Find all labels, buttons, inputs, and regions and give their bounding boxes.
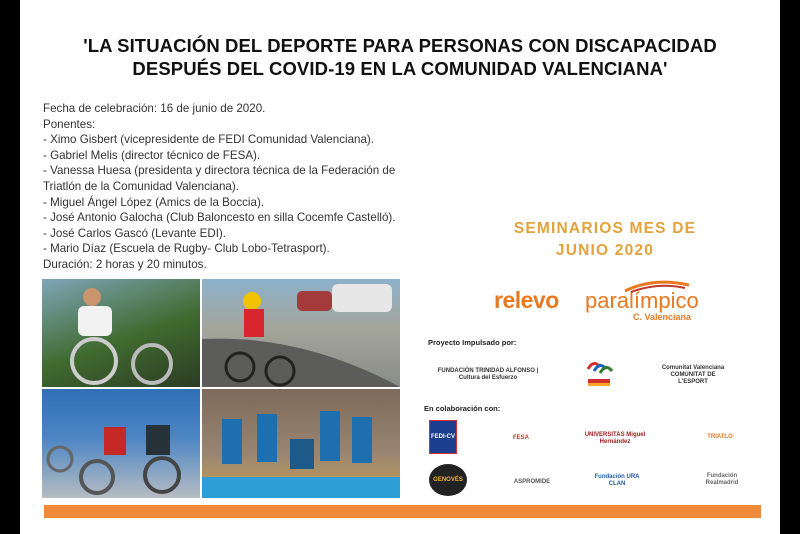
wheelchair-basketball-photo: [42, 389, 200, 498]
speaker-item: - Mario Díaz (Escuela de Rugby- Club Lobo-Tetrasport).: [43, 242, 330, 256]
title-line-2: DESPUÉS DEL COVID-19 EN LA COMUNIDAD VALENCIANA': [132, 58, 668, 79]
fedi-cv-logo: FEDI-CV: [429, 420, 457, 454]
speaker-item: - José Antonio Galocha (Club Baloncesto en silla Cocemfe Castelló).: [43, 211, 396, 225]
paralympic-agitos-icon: [578, 357, 618, 391]
speaker-item: - Miguel Ángel López (Amics de la Boccia).: [43, 195, 265, 209]
title-line-1: 'LA SITUACIÓN DEL DEPORTE PARA PERSONAS CON DISCAPACIDAD: [83, 35, 717, 56]
aspromide-logo: ASPROMIDE: [513, 478, 551, 485]
fesa-logo: FESA: [512, 434, 529, 441]
speaker-item: - José Carlos Gascó (Levante EDI).: [43, 226, 226, 240]
poster: [20, 0, 780, 534]
comite-paralimpico-logo: [578, 357, 618, 391]
brand-part-2: paralímpico: [585, 288, 699, 313]
brand-part-1: relevo: [494, 287, 559, 313]
universitas-mh-logo: UNIVERSITAS Miguel Hernández: [584, 432, 646, 445]
speaker-item: - Gabriel Melis (director técnico de FESA).: [43, 148, 261, 162]
relevo-paralimpico-logo: [488, 279, 738, 325]
speakers-label: Ponentes:: [43, 117, 96, 131]
event-duration: Duración: 2 horas y 20 minutos.: [43, 257, 207, 271]
comunitat-esport-logo: Comunitat Valenciana COMUNITAT DE L'ESPORT: [661, 364, 725, 385]
speaker-item: - Ximo Gisbert (vicepresidente de FEDI Comunidad Valenciana).: [43, 133, 374, 147]
promoted-label: Proyecto Impulsado por:: [428, 338, 517, 347]
event-info: [43, 101, 433, 273]
triatlo-logo: TRIATLO: [707, 433, 733, 440]
photo-collage: [42, 279, 402, 498]
brand-region: C. Valenciana: [633, 312, 692, 322]
event-date: Fecha de celebración: 16 de junio de 2020.: [43, 102, 266, 115]
collab-label: En colaboración con:: [424, 404, 501, 413]
seminar-line-1: SEMINARIOS MES DE: [513, 220, 697, 237]
genoves-logo: GENOVÉS: [429, 464, 467, 496]
triathlon-photo: [202, 389, 400, 498]
realmadrid-foundation-logo: Fundación Realmadrid: [705, 473, 739, 486]
speaker-item: - Vanessa Huesa (presidenta y directora técnica de la Federación de Triatlón de la Comunidad Valenciana).: [43, 164, 396, 193]
ura-clan-logo: Fundación URA CLAN: [594, 474, 640, 487]
seminar-heading: [460, 218, 750, 262]
poster-title: [20, 34, 780, 80]
cycling-photo: [202, 279, 400, 387]
swoosh-icon: [623, 279, 693, 293]
wheelchair-rugby-photo: [42, 279, 200, 387]
footer-bar: [44, 505, 761, 518]
seminar-line-2: JUNIO 2020: [555, 242, 655, 259]
trinidad-alfonso-logo: FUNDACIÓN TRINIDAD ALFONSO | Cultura del Esfuerzo: [437, 368, 539, 381]
